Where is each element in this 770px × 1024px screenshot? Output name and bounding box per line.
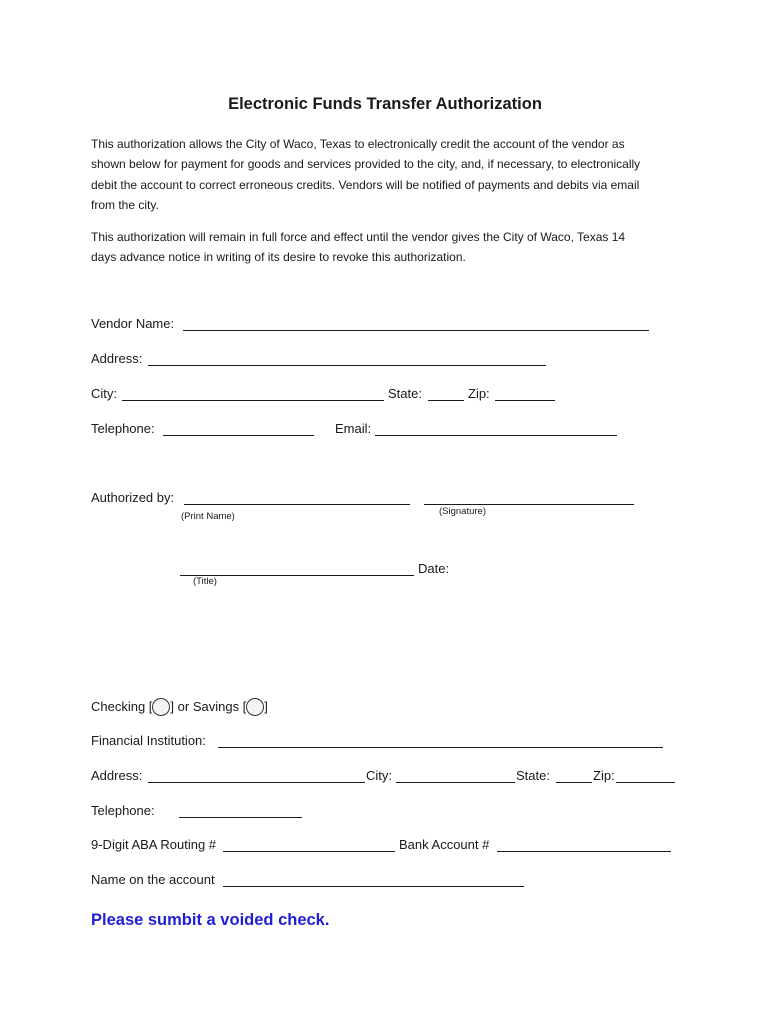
- checking-label: Checking [: [91, 699, 153, 714]
- bank-zip-label: Zip:: [593, 768, 615, 783]
- savings-radio[interactable]: [246, 698, 264, 716]
- bank-address-label: Address:: [91, 768, 143, 783]
- vendor-email-field[interactable]: [375, 435, 617, 436]
- vendor-zip-label: Zip:: [468, 386, 490, 401]
- signature-caption: (Signature): [439, 506, 486, 517]
- bank-city-field[interactable]: [396, 782, 515, 783]
- intro-line: This authorization allows the City of Waco, Texas to electronically credit the account of the vendor as: [91, 137, 625, 151]
- intro-line: shown below for payment for goods and services provided to the city, and, if necessary, to electronically: [91, 157, 641, 172]
- bank-account-field[interactable]: [497, 851, 671, 852]
- vendor-email-label: Email:: [335, 421, 372, 436]
- vendor-state-label: State:: [388, 386, 422, 401]
- date-label: Date:: [418, 561, 450, 576]
- title-caption: (Title): [193, 576, 217, 587]
- force-line: days advance notice in writing of its desire to revoke this authorization.: [91, 250, 466, 265]
- vendor-state-field[interactable]: [428, 400, 464, 401]
- bank-account-label: Bank Account #: [399, 837, 490, 852]
- bank-telephone-label: Telephone:: [91, 803, 155, 818]
- bank-zip-field[interactable]: [616, 782, 675, 783]
- vendor-telephone-field[interactable]: [163, 435, 314, 436]
- account-type-row: [91, 698, 268, 716]
- name-on-account-field[interactable]: [223, 886, 524, 887]
- name-on-account-label: Name on the account: [91, 872, 215, 887]
- vendor-address-label: Address:: [91, 351, 143, 366]
- signature-field[interactable]: [424, 504, 634, 505]
- force-line: This authorization will remain in full force and effect until the vendor gives the City of Waco, Texas 14: [91, 230, 626, 244]
- bank-telephone-field[interactable]: [179, 817, 302, 818]
- routing-label: 9-Digit ABA Routing #: [91, 837, 217, 852]
- vendor-name-field[interactable]: [183, 330, 649, 331]
- financial-institution-field[interactable]: [218, 747, 663, 748]
- force-paragraph: [91, 227, 691, 268]
- close-bracket: ]: [264, 699, 268, 714]
- bank-city-label: City:: [366, 768, 392, 783]
- bank-state-field[interactable]: [556, 782, 592, 783]
- savings-label: ] or Savings [: [170, 699, 247, 714]
- print-name-caption: (Print Name): [181, 511, 235, 522]
- bank-state-label: State:: [516, 768, 550, 783]
- routing-field[interactable]: [223, 851, 395, 852]
- vendor-name-label: Vendor Name:: [91, 316, 175, 331]
- checking-radio[interactable]: [152, 698, 170, 716]
- authorized-by-label: Authorized by:: [91, 490, 175, 505]
- voided-check-note: Please sumbit a voided check.: [91, 911, 330, 929]
- intro-line: from the city.: [91, 197, 159, 212]
- bank-address-field[interactable]: [148, 782, 365, 783]
- vendor-city-field[interactable]: [122, 400, 384, 401]
- vendor-telephone-label: Telephone:: [91, 421, 155, 436]
- form-title: Electronic Funds Transfer Authorization: [228, 95, 542, 113]
- vendor-city-label: City:: [91, 386, 117, 401]
- vendor-address-field[interactable]: [148, 365, 546, 366]
- intro-line: debit the account to correct erroneous credits. Vendors will be notified of payments and debits via email: [91, 177, 640, 192]
- print-name-field[interactable]: [184, 504, 410, 505]
- intro-paragraph: [91, 134, 691, 215]
- vendor-zip-field[interactable]: [495, 400, 555, 401]
- financial-institution-label: Financial Institution:: [91, 733, 206, 748]
